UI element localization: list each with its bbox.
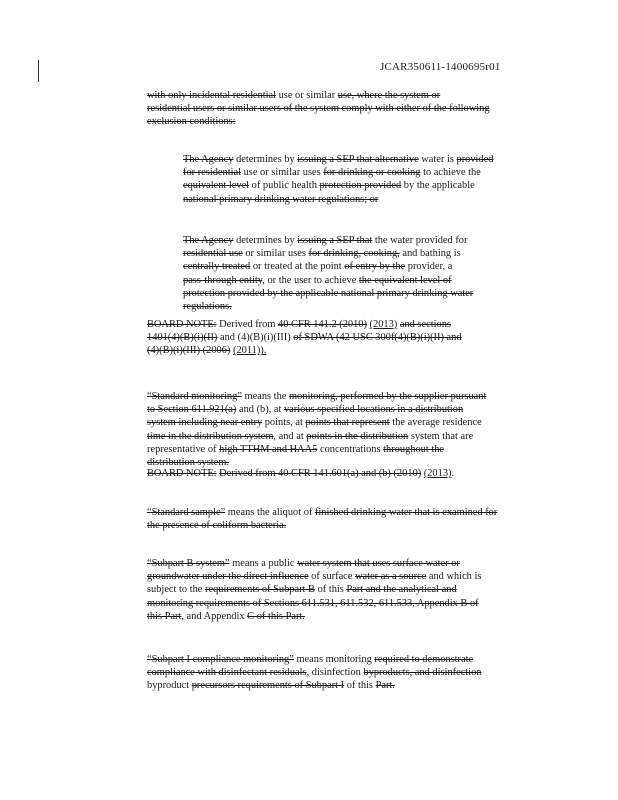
text-run: determines by bbox=[233, 235, 298, 246]
struck-text: points that represent bbox=[305, 417, 390, 429]
struck-text: throughout the bbox=[383, 443, 445, 455]
struck-text: The Agency bbox=[183, 154, 234, 165]
struck-text: monitoring, performed by the supplier pursuant bbox=[288, 391, 487, 402]
text-line bbox=[147, 597, 481, 610]
text-line bbox=[147, 679, 481, 692]
struck-text: finished drinking water that is examined for bbox=[314, 507, 498, 518]
text-line bbox=[147, 570, 481, 583]
struck-text: of SDWA (42 USC 300f(4)(B)(i)(II) and bbox=[293, 332, 462, 344]
struck-text: residential users or similar users of the system comply with either of the following bbox=[147, 103, 490, 115]
struck-text: monitoring requirements of Sections 611.531, 611.532, 611.533, Appendix B of bbox=[147, 597, 479, 609]
text-line bbox=[147, 430, 486, 443]
text-run: the water provided for bbox=[372, 235, 468, 246]
struck-text: system including near entry bbox=[147, 417, 263, 429]
struck-text: protection provided bbox=[319, 180, 402, 192]
struck-text: protection provided by the applicable national primary drinking water bbox=[183, 287, 474, 299]
struck-text: exclusion conditions: bbox=[147, 116, 236, 128]
text-line bbox=[147, 102, 490, 115]
text-run: and which is bbox=[426, 571, 482, 583]
struck-text: for drinking, cooking, bbox=[308, 248, 400, 260]
text-run: and bathing is bbox=[399, 248, 461, 260]
document-id: JCAR350611-1400695r01 bbox=[380, 61, 501, 73]
text-run: , and Appendix bbox=[181, 610, 248, 622]
paragraph-subpart-b-system bbox=[147, 557, 481, 623]
text-line bbox=[147, 610, 481, 623]
struck-text: “Standard monitoring” bbox=[147, 391, 242, 402]
struck-text: The Agency bbox=[183, 235, 234, 246]
text-line bbox=[147, 331, 462, 344]
text-line bbox=[183, 247, 473, 260]
struck-text: centrally treated bbox=[183, 261, 251, 273]
struck-text: provided bbox=[456, 154, 494, 165]
margin-change-bar bbox=[38, 60, 39, 82]
struck-text: for drinking or cooking bbox=[323, 167, 421, 179]
text-run: and (b), at bbox=[236, 404, 284, 416]
text-line bbox=[147, 403, 486, 416]
struck-text: for residential bbox=[183, 167, 241, 179]
struck-text: this Part bbox=[147, 610, 182, 622]
struck-text: and sections bbox=[399, 319, 451, 330]
text-line bbox=[183, 153, 493, 166]
text-run: concentrations bbox=[317, 443, 384, 455]
struck-text: Derived from 40 CFR 141.601(a) and (b) (2010) bbox=[219, 468, 422, 479]
text-line bbox=[147, 467, 454, 480]
text-run: by the applicable bbox=[401, 180, 475, 192]
text-run: determines by bbox=[233, 154, 298, 165]
struck-text: residential use bbox=[183, 248, 243, 260]
text-line bbox=[147, 416, 486, 429]
text-run: system that are bbox=[408, 430, 474, 442]
board-note-standard-monitoring bbox=[147, 467, 454, 480]
text-run: use or similar uses bbox=[241, 167, 324, 179]
text-line bbox=[147, 557, 481, 570]
board-note-definitions bbox=[147, 318, 462, 358]
struck-text: “Subpart I compliance monitoring” bbox=[147, 654, 294, 665]
paragraph-alternative-water bbox=[183, 153, 493, 206]
struck-text: time in the distribution system bbox=[147, 430, 274, 442]
struck-text: equivalent level bbox=[183, 180, 250, 192]
text-run: of public health bbox=[249, 180, 320, 192]
text-run: to achieve the bbox=[420, 167, 481, 179]
text-line bbox=[183, 260, 473, 273]
text-run: , or the user to achieve bbox=[262, 274, 359, 286]
paragraph-central-treatment bbox=[183, 234, 473, 313]
text-run: subject to the bbox=[147, 584, 206, 596]
struck-text: compliance with disinfectant residuals bbox=[147, 667, 307, 679]
text-run: use or similar bbox=[276, 90, 338, 101]
text-line bbox=[147, 519, 497, 532]
struck-text: the presence of coliform bacteria. bbox=[147, 520, 287, 532]
struck-text: BOARD NOTE: bbox=[147, 468, 217, 479]
text-run: , and at bbox=[273, 430, 307, 442]
struck-text: high TTHM and HAA5 bbox=[219, 443, 318, 455]
text-run: or similar uses bbox=[242, 248, 309, 260]
text-line bbox=[183, 274, 473, 287]
struck-text: the equivalent level of bbox=[358, 274, 452, 286]
underlined-text: (2013) bbox=[369, 319, 398, 330]
struck-text: required to demonstrate bbox=[374, 654, 474, 665]
text-run: and (4)(B)(i)(III) bbox=[217, 332, 294, 344]
struck-text: use, where the system or bbox=[337, 90, 441, 101]
text-run: representative of bbox=[147, 443, 220, 455]
struck-text: Part and the analytical and bbox=[346, 584, 457, 596]
struck-text: water system that uses surface water or bbox=[297, 558, 460, 569]
struck-text: BOARD NOTE: bbox=[147, 319, 217, 330]
text-run: points, at bbox=[262, 417, 306, 429]
text-run: means the bbox=[241, 391, 289, 402]
text-run: means the aliquot of bbox=[225, 507, 315, 518]
text-line bbox=[147, 115, 490, 128]
underlined-text: (2013) bbox=[423, 468, 452, 479]
struck-text: to Section 611.921(a) bbox=[147, 404, 237, 416]
text-run: of this bbox=[344, 680, 376, 692]
struck-text: Part. bbox=[375, 680, 395, 692]
text-line bbox=[147, 443, 486, 456]
text-run: of surface bbox=[308, 571, 356, 583]
text-run: byproduct bbox=[147, 680, 192, 692]
text-line bbox=[147, 583, 481, 596]
text-run: , disinfection bbox=[306, 667, 364, 679]
text-line bbox=[183, 166, 493, 179]
underlined-text: (2011)). bbox=[232, 345, 267, 357]
text-line bbox=[183, 287, 473, 300]
struck-text: of entry by the bbox=[344, 261, 406, 273]
text-run: water is bbox=[418, 154, 457, 165]
struck-text: national primary drinking water regulations; or bbox=[183, 193, 379, 205]
struck-text: points in the distribution bbox=[306, 430, 409, 442]
text-line bbox=[147, 318, 462, 331]
text-line bbox=[147, 390, 486, 403]
text-run: or treated at the point bbox=[250, 261, 345, 273]
text-run: provider, a bbox=[405, 261, 453, 273]
text-line bbox=[147, 653, 481, 666]
text-run: Derived from bbox=[216, 319, 279, 330]
paragraph-exclusion-intro bbox=[147, 89, 490, 129]
text-run: the average residence bbox=[389, 417, 482, 429]
text-line bbox=[183, 300, 473, 313]
struck-text: distribution system. bbox=[147, 457, 229, 469]
struck-text: various specified locations in a distribution bbox=[283, 404, 464, 416]
struck-text: 40 CFR 141.2 (2010) bbox=[278, 319, 367, 330]
struck-text: (4)(B)(i)(III) (2006) bbox=[147, 345, 231, 357]
struck-text: issuing a SEP that alternative bbox=[297, 154, 419, 165]
struck-text: precursors requirements of Subpart I bbox=[191, 680, 345, 692]
text-run: . bbox=[451, 468, 455, 479]
struck-text: 1401(4)(B)(i)(II) bbox=[147, 332, 218, 344]
struck-text: pass-through entity bbox=[183, 274, 263, 286]
text-line bbox=[147, 666, 481, 679]
text-line bbox=[147, 344, 462, 357]
text-line bbox=[147, 506, 497, 519]
struck-text: water as a source bbox=[355, 571, 427, 583]
struck-text: groundwater under the direct influence bbox=[147, 571, 309, 583]
struck-text: byproducts, and disinfection bbox=[363, 667, 482, 679]
paragraph-subpart-i-monitoring bbox=[147, 653, 481, 693]
text-run: means monitoring bbox=[293, 654, 375, 665]
text-run: means a public bbox=[229, 558, 298, 569]
paragraph-standard-monitoring bbox=[147, 390, 486, 469]
struck-text: C of this Part. bbox=[247, 610, 305, 622]
struck-text: “Subpart B system” bbox=[147, 558, 230, 569]
struck-text: with only incidental residential bbox=[147, 90, 276, 101]
struck-text: “Standard sample” bbox=[147, 507, 226, 518]
struck-text: regulations. bbox=[183, 301, 232, 313]
struck-text: requirements of Subpart B bbox=[205, 584, 315, 596]
text-line bbox=[183, 234, 473, 247]
text-line bbox=[183, 179, 493, 192]
struck-text: issuing a SEP that bbox=[297, 235, 373, 246]
text-line bbox=[183, 193, 493, 206]
paragraph-standard-sample bbox=[147, 506, 497, 532]
text-run: of this bbox=[314, 584, 347, 596]
text-line bbox=[147, 89, 490, 102]
